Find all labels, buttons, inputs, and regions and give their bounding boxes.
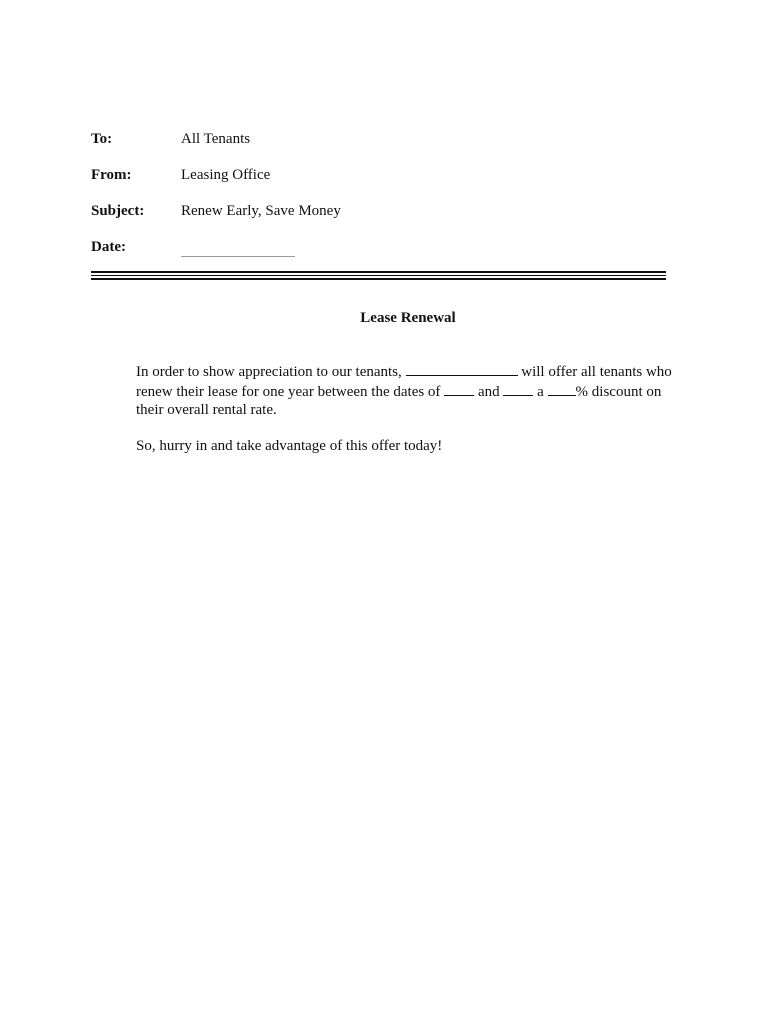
to-value: All Tenants: [181, 131, 251, 147]
letter-body: [136, 361, 696, 473]
discount-percent-blank[interactable]: [548, 381, 576, 396]
document-title: Lease Renewal: [360, 310, 456, 326]
memo-date-row: [91, 237, 671, 273]
memo-subject-row: [91, 201, 671, 237]
memo-header: [91, 129, 671, 273]
header-divider: [91, 271, 666, 280]
body-paragraph-1: [136, 361, 696, 419]
end-date-blank[interactable]: [503, 381, 533, 396]
p1-text-c: renew their lease for one year between the dates of: [136, 384, 441, 400]
p1-text-f: % discount on: [575, 384, 662, 400]
date-label: Date:: [91, 239, 126, 255]
start-date-blank[interactable]: [444, 381, 474, 396]
to-label: To:: [91, 131, 113, 147]
divider-line-middle: [91, 275, 666, 276]
p1-text-d: and: [477, 384, 500, 400]
date-blank-field[interactable]: [181, 237, 295, 257]
subject-label: Subject:: [91, 203, 145, 219]
p1-text-b: will offer all tenants who: [521, 364, 672, 380]
body-paragraph-2: So, hurry in and take advantage of this offer today!: [136, 438, 443, 454]
subject-value: Renew Early, Save Money: [181, 203, 341, 219]
from-label: From:: [91, 167, 132, 183]
memo-to-row: [91, 129, 671, 165]
p1-text-a: In order to show appreciation to our tenants,: [136, 364, 402, 380]
from-value: Leasing Office: [181, 167, 271, 183]
divider-line-bottom: [91, 278, 666, 280]
memo-from-row: [91, 165, 671, 201]
company-name-blank[interactable]: [406, 361, 518, 376]
p1-text-g: their overall rental rate.: [136, 402, 277, 418]
divider-line-top: [91, 271, 666, 273]
p1-text-e: a: [537, 384, 544, 400]
